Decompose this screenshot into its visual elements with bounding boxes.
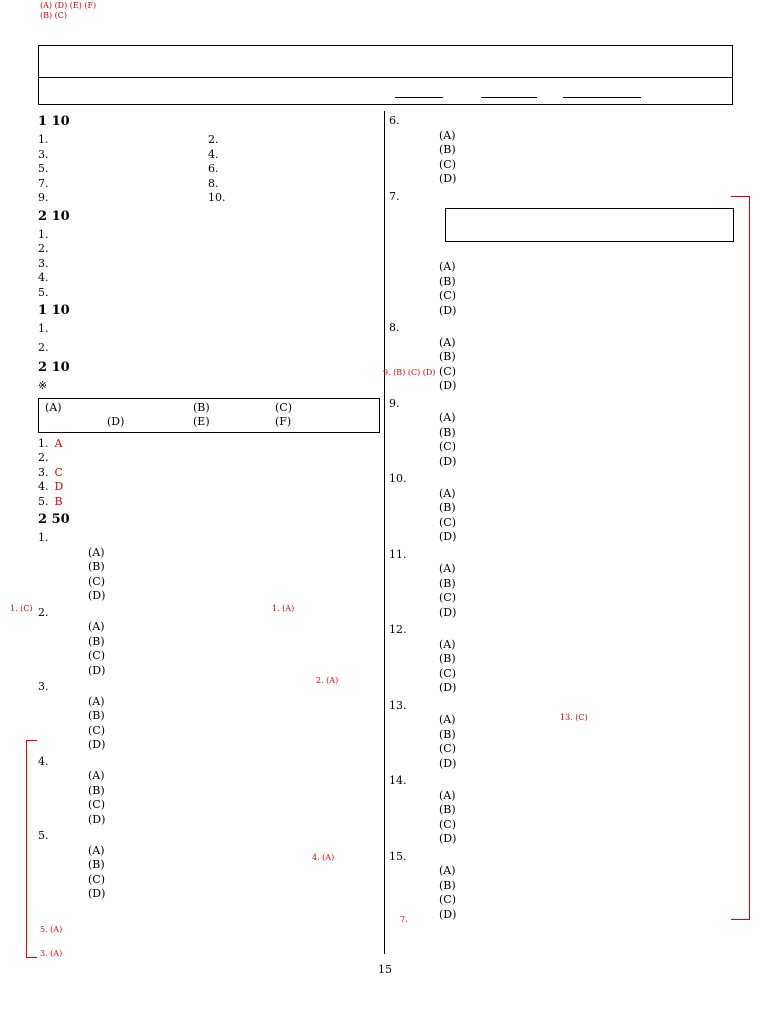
question bbox=[38, 680, 380, 753]
question-option: (D) bbox=[439, 605, 457, 619]
match-item bbox=[38, 495, 380, 510]
question bbox=[389, 699, 734, 772]
fill-item bbox=[38, 228, 380, 243]
fill-item bbox=[208, 191, 378, 206]
question bbox=[38, 829, 380, 902]
section-4-note: ※ bbox=[38, 379, 48, 392]
question-option: (D) bbox=[88, 589, 106, 602]
annotation-q3: 3. (A) bbox=[40, 949, 63, 958]
question-stem bbox=[441, 190, 734, 205]
question-option: (D) bbox=[88, 663, 106, 677]
question-option: (C) bbox=[439, 515, 456, 529]
question bbox=[389, 774, 734, 847]
question-option: (C) bbox=[439, 364, 456, 378]
fill-item bbox=[38, 286, 380, 301]
question-option: (C) bbox=[439, 666, 456, 680]
fill-item bbox=[208, 133, 378, 148]
question-number: 11. bbox=[389, 547, 407, 561]
question bbox=[389, 548, 734, 621]
fill-item bbox=[38, 271, 380, 286]
item-number: 2. bbox=[38, 242, 49, 255]
section-1-title: 1 10 bbox=[38, 114, 70, 129]
question-option: (C) bbox=[88, 649, 105, 662]
item-number: 2. bbox=[208, 133, 219, 146]
annotation-q9: 9. (B) (C) (D) bbox=[383, 368, 436, 377]
item-number: 1. bbox=[38, 227, 49, 241]
question-option: (C) bbox=[439, 817, 456, 831]
question-option: (D) bbox=[439, 530, 457, 543]
fill-item bbox=[208, 177, 378, 192]
match-item bbox=[38, 480, 380, 495]
fill-item bbox=[38, 133, 208, 148]
question-option: (A) bbox=[439, 128, 456, 142]
question-option: (D) bbox=[439, 379, 457, 392]
fill-item bbox=[208, 162, 378, 177]
question-option: (B) bbox=[439, 274, 456, 288]
top-note bbox=[40, 1, 460, 21]
question-number: 6. bbox=[389, 114, 400, 127]
section-4-title: 2 10 bbox=[38, 360, 70, 375]
question-option: (B) bbox=[439, 143, 456, 156]
question bbox=[389, 321, 734, 394]
question-option: (B) bbox=[88, 709, 105, 722]
header-title-row bbox=[39, 46, 732, 78]
question bbox=[38, 531, 380, 604]
question-stem-row bbox=[389, 548, 734, 563]
match-item bbox=[38, 466, 380, 481]
question-option: (A) bbox=[439, 411, 456, 424]
question-option: (B) bbox=[88, 634, 105, 648]
section-4-option-box: (A) (B) (C) (D) (E) (F) bbox=[38, 398, 380, 433]
question-stem-row bbox=[38, 829, 380, 844]
item-number: 3. bbox=[38, 256, 49, 270]
match-item bbox=[38, 437, 380, 452]
question-option: (C) bbox=[439, 742, 456, 755]
question-stem-row bbox=[389, 397, 734, 412]
question-stem bbox=[441, 774, 734, 789]
question-option: (A) bbox=[439, 486, 456, 500]
annotation-connector-right bbox=[731, 196, 750, 920]
question-stem bbox=[441, 850, 734, 865]
question-option: (A) bbox=[439, 562, 456, 575]
question-option: (A) bbox=[439, 713, 456, 726]
fill-item bbox=[38, 191, 208, 206]
question bbox=[389, 397, 734, 470]
question-option: (D) bbox=[88, 738, 106, 751]
question-option: (C) bbox=[88, 872, 105, 886]
page-number: 15 bbox=[378, 963, 392, 976]
item-number: 10. bbox=[208, 191, 226, 204]
question-option: (A) bbox=[439, 788, 456, 802]
question-option: (D) bbox=[88, 812, 106, 826]
question bbox=[38, 755, 380, 828]
question-number: 14. bbox=[389, 774, 407, 787]
item-number: 7. bbox=[38, 176, 49, 190]
section-3-title: 1 10 bbox=[38, 303, 70, 318]
question-option: (A) bbox=[439, 335, 456, 349]
question-stem-row bbox=[389, 774, 734, 789]
question-number: 9. bbox=[389, 396, 400, 410]
item-number: 4. bbox=[38, 480, 49, 493]
question bbox=[389, 190, 734, 319]
section-1-items bbox=[38, 133, 380, 206]
question bbox=[389, 623, 734, 696]
item-number: 5. bbox=[38, 162, 49, 175]
question-number: 5. bbox=[38, 829, 49, 842]
question-stem-row bbox=[389, 472, 734, 487]
question-option: (B) bbox=[439, 652, 456, 665]
question-option: (A) bbox=[88, 620, 105, 633]
question-option: (A) bbox=[439, 864, 456, 877]
question-option: (B) bbox=[439, 576, 456, 590]
answer-letter: D bbox=[54, 480, 64, 493]
question-option: (B) bbox=[88, 560, 105, 573]
annotation-q1-right: 1. (A) bbox=[272, 604, 295, 613]
passage-item bbox=[38, 322, 380, 337]
fill-item bbox=[38, 242, 380, 257]
top-note-line-1: (A) (D) (E) (F) bbox=[40, 1, 97, 10]
question-option: (A) bbox=[88, 843, 105, 857]
top-note-line-2: (B) (C) bbox=[40, 11, 68, 20]
question-option: (B) bbox=[439, 727, 456, 741]
question-option: (C) bbox=[88, 574, 105, 588]
question-option: (C) bbox=[439, 157, 456, 171]
question-option: (D) bbox=[439, 832, 457, 845]
question-stem-row bbox=[389, 699, 734, 714]
question-option: (A) bbox=[88, 694, 105, 708]
question-number: 3. bbox=[38, 680, 49, 693]
question-number: 12. bbox=[389, 623, 407, 636]
fill-item bbox=[38, 257, 380, 272]
question-option: (A) bbox=[439, 637, 456, 651]
seat-field[interactable] bbox=[481, 83, 537, 98]
section-2-title: 2 10 bbox=[38, 208, 70, 224]
question bbox=[38, 606, 380, 679]
annotation-q1: 1. (C) bbox=[10, 604, 33, 613]
question-option: (B) bbox=[88, 858, 105, 871]
question-option: (B) bbox=[439, 501, 456, 514]
question-option: (C) bbox=[439, 289, 456, 302]
question-option: (C) bbox=[439, 591, 456, 604]
header-info-row bbox=[39, 78, 732, 104]
question-option: (A) bbox=[88, 769, 105, 782]
question-stem bbox=[441, 114, 734, 129]
fill-item bbox=[38, 162, 208, 177]
question-option: (A) bbox=[88, 545, 105, 559]
question-stem bbox=[441, 623, 734, 638]
column-divider bbox=[384, 111, 385, 954]
section-3-items bbox=[38, 322, 380, 355]
item-number: 9. bbox=[38, 191, 49, 204]
section-5-title: 2 50 bbox=[38, 512, 70, 527]
item-number: 6. bbox=[208, 162, 219, 175]
section-5-questions bbox=[38, 531, 380, 902]
question-stem-row bbox=[389, 190, 734, 205]
question-number: 13. bbox=[389, 698, 407, 712]
item-number: 5. bbox=[38, 285, 49, 299]
question-stem bbox=[441, 321, 734, 336]
item-number: 3. bbox=[38, 147, 49, 161]
question-option: (A) bbox=[439, 260, 456, 273]
question-option: (B) bbox=[88, 783, 105, 797]
question-stem bbox=[441, 397, 734, 412]
question-number: 2. bbox=[38, 605, 49, 619]
section-2-items bbox=[38, 228, 380, 301]
question-number: 8. bbox=[389, 321, 400, 334]
annotation-q2: 2. (A) bbox=[316, 676, 339, 685]
question-option: (B) bbox=[439, 425, 456, 439]
question-option: (C) bbox=[88, 798, 105, 811]
question-number: 15. bbox=[389, 849, 407, 863]
question-number: 1. bbox=[38, 531, 49, 544]
fill-item bbox=[38, 177, 208, 192]
item-number: 4. bbox=[38, 271, 49, 284]
match-item bbox=[38, 451, 380, 466]
question-number: 4. bbox=[38, 754, 49, 768]
item-number: 8. bbox=[208, 176, 219, 190]
right-column bbox=[389, 114, 734, 925]
question-stem-row bbox=[389, 114, 734, 129]
question-stem bbox=[441, 699, 734, 714]
question-option: (C) bbox=[439, 893, 456, 906]
question bbox=[389, 114, 734, 187]
answer-letter: C bbox=[54, 465, 63, 479]
header-box bbox=[38, 45, 733, 105]
question-option: (C) bbox=[439, 440, 456, 453]
fill-item bbox=[38, 148, 208, 163]
question-stem-row bbox=[389, 623, 734, 638]
question-option: (B) bbox=[439, 803, 456, 816]
question-stem-row bbox=[389, 850, 734, 865]
left-column bbox=[38, 111, 380, 904]
question-stem-row bbox=[38, 755, 380, 770]
question-stem bbox=[90, 531, 380, 546]
item-number: 1. bbox=[38, 322, 49, 335]
question-option: (D) bbox=[88, 887, 106, 900]
answer-letter: A bbox=[54, 436, 63, 450]
question-option: (D) bbox=[439, 756, 457, 770]
question-stem bbox=[441, 548, 734, 563]
question-number: 7. bbox=[389, 189, 400, 203]
class-field[interactable] bbox=[395, 83, 443, 98]
question-option: (D) bbox=[439, 681, 457, 694]
question-option: (B) bbox=[439, 350, 456, 363]
question bbox=[389, 850, 734, 923]
annotation-q13: 13. (C) bbox=[560, 713, 588, 722]
quoted-passage-box bbox=[445, 208, 734, 242]
question-stem bbox=[90, 755, 380, 770]
question-stem-row bbox=[389, 321, 734, 336]
answer-letter: B bbox=[54, 494, 63, 508]
question-option: (D) bbox=[439, 303, 457, 317]
item-number: 1. bbox=[38, 133, 49, 146]
question bbox=[389, 472, 734, 545]
question-number: 10. bbox=[389, 472, 407, 485]
annotation-q5: 5. (A) bbox=[40, 925, 63, 934]
item-number: 3. bbox=[38, 465, 49, 479]
item-number: 5. bbox=[38, 494, 49, 508]
question-option: (B) bbox=[439, 878, 456, 892]
passage-item bbox=[38, 341, 380, 356]
question-option: (C) bbox=[88, 723, 105, 737]
annotation-q4: 4. (A) bbox=[312, 853, 335, 862]
question-option: (D) bbox=[439, 454, 457, 468]
question-stem-row bbox=[38, 531, 380, 546]
question-stem bbox=[90, 829, 380, 844]
question-option: (D) bbox=[439, 907, 457, 921]
question-option: (D) bbox=[439, 172, 457, 185]
name-field[interactable] bbox=[563, 83, 641, 98]
item-number: 4. bbox=[208, 147, 219, 161]
section-4-items bbox=[38, 437, 380, 510]
item-number: 1. bbox=[38, 436, 49, 450]
question-stem bbox=[441, 472, 734, 487]
annotation-q7: 7. bbox=[400, 915, 408, 924]
item-number: 2. bbox=[38, 340, 49, 354]
item-number: 2. bbox=[38, 451, 49, 464]
fill-item bbox=[208, 148, 378, 163]
annotation-connector-left bbox=[26, 740, 37, 958]
